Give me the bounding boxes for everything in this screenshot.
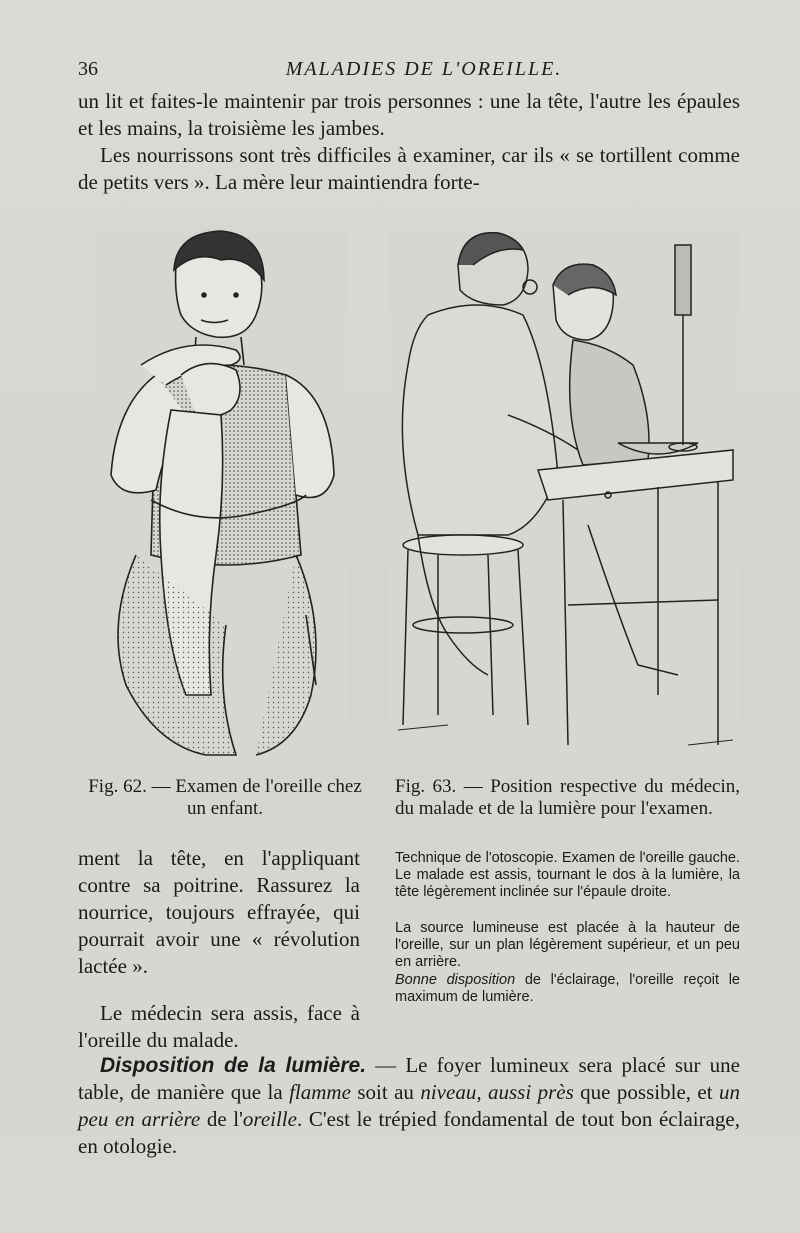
note3-text: de l'éclairage, l'oreille reçoit le maximum de lumière.	[395, 972, 740, 1005]
final-text-1: — Le foyer lumineux sera placé sur une table, de manière que la	[78, 1053, 740, 1104]
paragraph-disposition-lumiere	[78, 1052, 740, 1160]
nourrissons-text: Les nourrissons sont très difficiles à examiner, car ils « se tortillent comme de petits vers ». La mère leur maintiendra forte-	[78, 143, 740, 194]
final-italic-2: niveau, aussi près	[420, 1080, 574, 1104]
paragraph-left-column: ment la tête, en l'appliquant contre sa poitrine. Rassurez la nourrice, toujours effrayée, qui pourrait avoir une « révolution lactée ».	[78, 846, 360, 978]
page-header	[78, 58, 740, 88]
paragraph-medecin-assis: Le médecin sera assis, face à l'oreille du malade.	[78, 1001, 360, 1052]
figure-63-caption: Fig. 63. — Position respective du médecin, du malade et de la lumière pour l'examen.	[395, 776, 740, 819]
final-text-5: . C'est le trépied fondamental de tout bon éclairage, en otologie.	[78, 1107, 740, 1158]
final-text-4: de l'	[200, 1107, 243, 1131]
paragraph-intro	[78, 88, 740, 196]
figure-63-illustration	[388, 225, 740, 761]
figure-62-caption: Fig. 62. — Examen de l'oreille chez un enfant.	[88, 776, 362, 819]
final-text-3: que possible, et	[573, 1080, 720, 1104]
final-italic-3: un peu en arrière	[78, 1080, 741, 1131]
figure-62-illustration	[96, 225, 348, 761]
note3-italic: Bonne disposition	[395, 972, 516, 988]
final-italic-1: flamme	[289, 1080, 351, 1104]
page-number: 36	[78, 58, 98, 80]
fig63-drawing	[388, 225, 740, 761]
fig62-drawing	[96, 225, 348, 761]
final-italic-4: oreille	[242, 1107, 297, 1131]
figure-63-note-disposition	[395, 972, 740, 1006]
running-title: MALADIES DE L'OREILLE.	[285, 58, 563, 80]
final-text-2: soit au	[350, 1080, 421, 1104]
figure-63-note-technique: Technique de l'otoscopie. Examen de l'oreille gauche. Le malade est assis, tournant le dos à la lumière, la tête légèrement inclinée sur l'épaule droite.	[395, 850, 740, 900]
section-heading: Disposition de la lumière.	[100, 1054, 367, 1077]
figure-63-note-source: La source lumineuse est placée à la hauteur de l'oreille, sur un plan légèrement supérieur, et un peu en arrière.	[395, 920, 740, 970]
intro-text: un lit et faites-le maintenir par trois personnes : une la tête, l'autre les épaules et les mains, la troisième les jambes.	[78, 89, 740, 140]
